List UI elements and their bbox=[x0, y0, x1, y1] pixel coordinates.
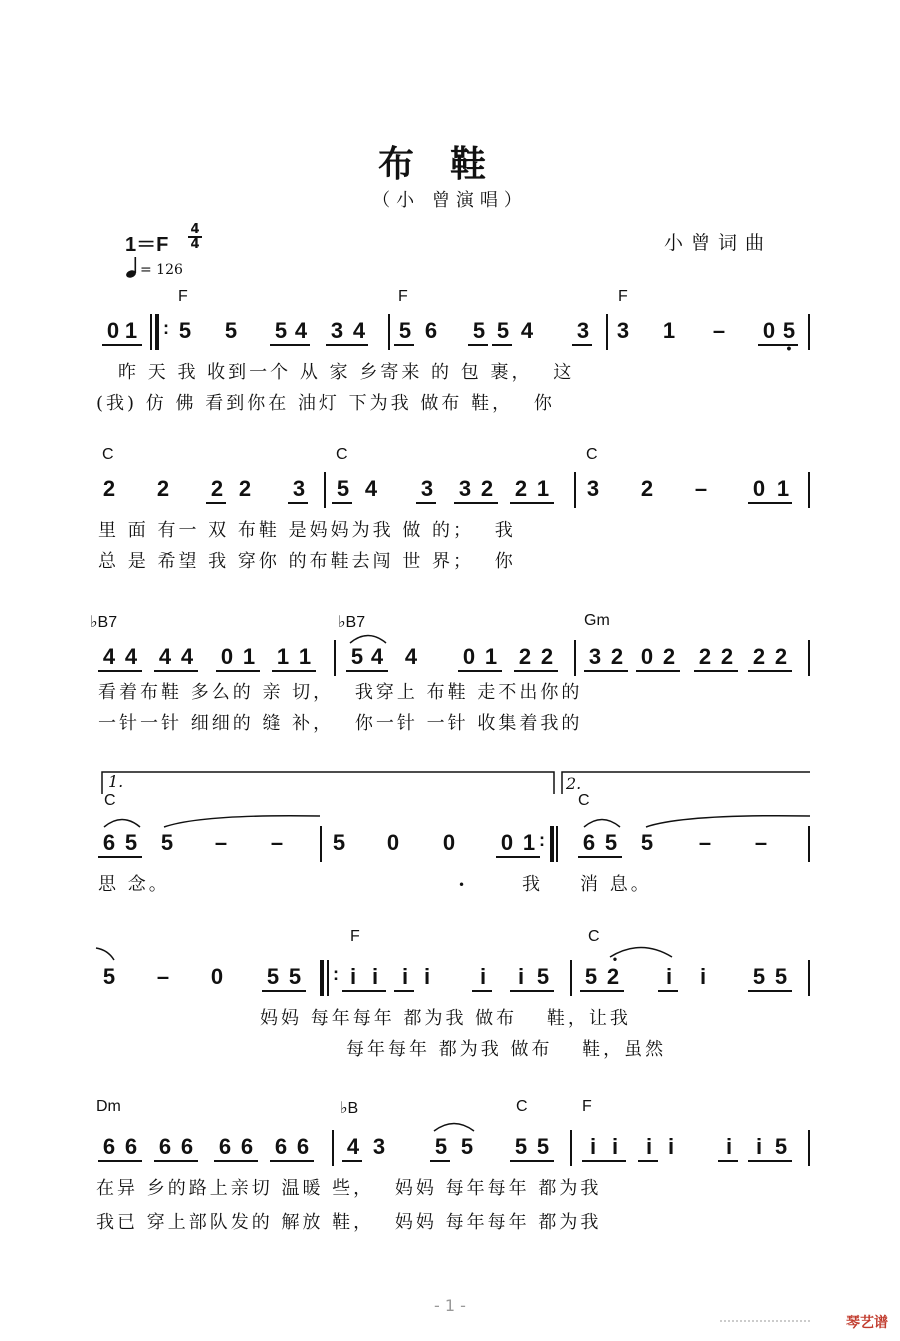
chord: C bbox=[586, 446, 598, 463]
notation-row-5: 5 – 0 5 5 : i i i i i i 5 5 2 • i i 5 5 bbox=[98, 964, 814, 994]
volta-first: 1. bbox=[108, 772, 124, 791]
chord: F bbox=[618, 288, 628, 305]
lyrics-line: 昨 天 我 收到一个 从 家 乡寄来 的 包 裹， 这 bbox=[118, 362, 575, 383]
chord: F bbox=[398, 288, 408, 305]
notation-row-3: 4 4 4 4 0 1 1 1 5 4 4 0 1 2 2 3 2 0 2 2 2 2 2 bbox=[98, 644, 814, 674]
lyrics-line: 妈妈 每年每年 都为我 做布 鞋，让我 bbox=[260, 1008, 631, 1029]
chord: ♭B7 bbox=[90, 614, 118, 631]
time-denominator: 4 bbox=[190, 237, 200, 252]
footer-dots bbox=[720, 1320, 810, 1324]
notation-row-1: 0 1 : 5 5 5 4 3 4 5 6 5 5 4 3 3 1 – 0 5 • bbox=[98, 318, 814, 348]
chord: C bbox=[102, 446, 114, 463]
volta-brackets bbox=[100, 768, 812, 794]
chord: F bbox=[582, 1098, 592, 1115]
time-signature bbox=[188, 223, 202, 251]
lyrics-line: (我) 仿 佛 看到你在 油灯 下为我 做布 鞋， 你 bbox=[96, 393, 555, 414]
lyrics-line: 每年每年 都为我 做布 鞋，虽然 bbox=[346, 1039, 667, 1060]
lyrics-line: 总 是 希望 我 穿你 的布鞋去闯 世 界； 你 bbox=[98, 551, 516, 572]
notation-row-4: 6 5 5 – – 5 0 0 0 1 : 6 5 5 – – bbox=[98, 830, 814, 860]
lyrics-line: 在异 乡的路上亲切 温暖 些， 妈妈 每年每年 都为我 bbox=[96, 1178, 602, 1199]
tempo-marking: = 126 bbox=[140, 262, 183, 278]
lyrics-line: 看着布鞋 多么的 亲 切， 我穿上 布鞋 走不出你的 bbox=[98, 682, 583, 703]
time-numerator: 4 bbox=[190, 222, 200, 237]
chord: Dm bbox=[96, 1098, 121, 1115]
page-number: - 1 - bbox=[434, 1296, 466, 1315]
song-subtitle: （小 曾演唱） bbox=[372, 190, 528, 211]
quarter-note-icon bbox=[126, 256, 140, 278]
notation-row-6: 6 6 6 6 6 6 6 6 4 3 5 5 5 5 i i i i i i 5 bbox=[98, 1134, 814, 1164]
key-signature: 1＝F bbox=[125, 234, 169, 256]
chord: F bbox=[350, 928, 360, 945]
song-title: 布鞋 bbox=[377, 143, 522, 185]
site-logo: 琴艺谱 bbox=[846, 1315, 888, 1331]
volta-second: 2. bbox=[566, 774, 582, 793]
chord: F bbox=[178, 288, 188, 305]
lyrics-line: 一针一针 细细的 缝 补， 你一针 一针 收集着我的 bbox=[98, 713, 583, 734]
lyrics-line: 我已 穿上部队发的 解放 鞋， 妈妈 每年每年 都为我 bbox=[96, 1212, 602, 1233]
author-credit: 小曾词曲 bbox=[664, 232, 773, 254]
chord: C bbox=[104, 792, 116, 809]
notation-row-2: 2 2 2 2 3 5 4 3 3 2 2 1 3 2 – 0 1 bbox=[98, 476, 814, 506]
chord: C bbox=[336, 446, 348, 463]
lyrics-line: 我 bbox=[522, 874, 543, 895]
chord: C bbox=[578, 792, 590, 809]
chord: ♭B7 bbox=[338, 614, 366, 631]
chord: C bbox=[588, 928, 600, 945]
chord: C bbox=[516, 1098, 528, 1115]
lyrics-line: 消 息。 bbox=[580, 874, 652, 895]
lyrics-line: 思 念。 bbox=[98, 874, 170, 895]
chord: Gm bbox=[584, 612, 610, 629]
chord: ♭B bbox=[340, 1100, 359, 1117]
dot-mark: • bbox=[458, 878, 469, 892]
lyrics-line: 里 面 有一 双 布鞋 是妈妈为我 做 的； 我 bbox=[98, 520, 516, 541]
